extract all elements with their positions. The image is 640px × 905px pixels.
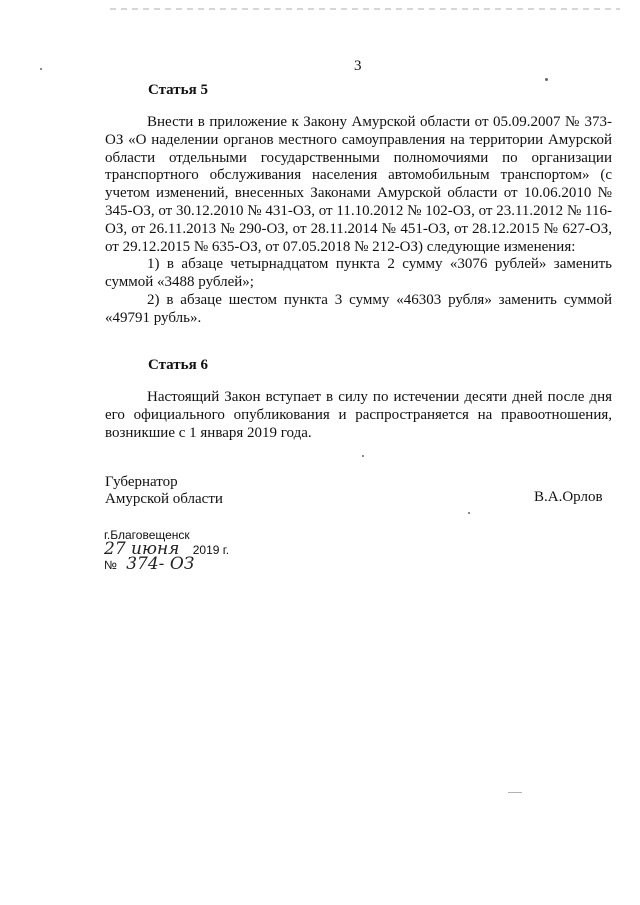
- year: 2019 г.: [192, 543, 230, 557]
- signatory-title-line-2: Амурской области: [105, 491, 223, 507]
- scan-speck: [468, 512, 470, 514]
- article-5-heading: Статья 5: [148, 82, 208, 98]
- article-5-item-2: 2) в абзаце шестом пункта 3 сумму «46303 рубля» заменить суммой «49791 рубль».: [105, 291, 612, 326]
- signatory-title-line-1: Губернатор: [105, 474, 178, 490]
- scan-speck: [362, 455, 364, 457]
- article-5-body: [105, 114, 612, 328]
- signatory-name: В.А.Орлов: [534, 489, 603, 505]
- city: г.Благовещенск: [104, 528, 190, 542]
- number-sign: №: [104, 558, 117, 572]
- page-number: 3: [354, 58, 362, 74]
- handwritten-date: 27 июня: [104, 539, 180, 559]
- scan-speck: [545, 78, 548, 81]
- place-and-date-block: [104, 528, 229, 572]
- scan-speck: [508, 792, 522, 793]
- number-line: [104, 554, 229, 574]
- article-6-text: Настоящий Закон вступает в силу по истечении десяти дней после дня его официального опубликования и распространяется на правоотношения, возникшие с 1 января 2019 года.: [105, 389, 612, 441]
- article-5-intro: Внести в приложение к Закону Амурской области от 05.09.2007 № 373-ОЗ «О наделении органов местного самоуправления на территории Амурской области отдельными государственными полномочиями по организации транспортного обслуживания населения автомобильным транспортом» (с учетом изменений, внесенных Законами Амурской области от 10.06.2010 № 345-ОЗ, от 30.12.2010 № 431-ОЗ, от 11.10.2012 № 102-ОЗ, от 23.11.2012 № 116-ОЗ, от 26.11.2013 № 290-ОЗ, от 28.11.2014 № 451-ОЗ, от 28.12.2015 № 627-ОЗ, от 29.12.2015 № 635-ОЗ, от 07.05.2018 № 212-ОЗ) следующие изменения:: [105, 114, 612, 255]
- article-5-item-1: 1) в абзаце четырнадцатом пункта 2 сумму «3076 рублей» заменить суммой «3488 рублей»;: [105, 256, 612, 291]
- article-6-body: [105, 389, 612, 442]
- signatory-title: [105, 474, 223, 508]
- handwritten-law-number: 374- ОЗ: [126, 554, 195, 574]
- scan-artifact-line: [110, 8, 620, 10]
- article-6-heading: Статья 6: [148, 357, 208, 373]
- scan-speck: [40, 68, 42, 70]
